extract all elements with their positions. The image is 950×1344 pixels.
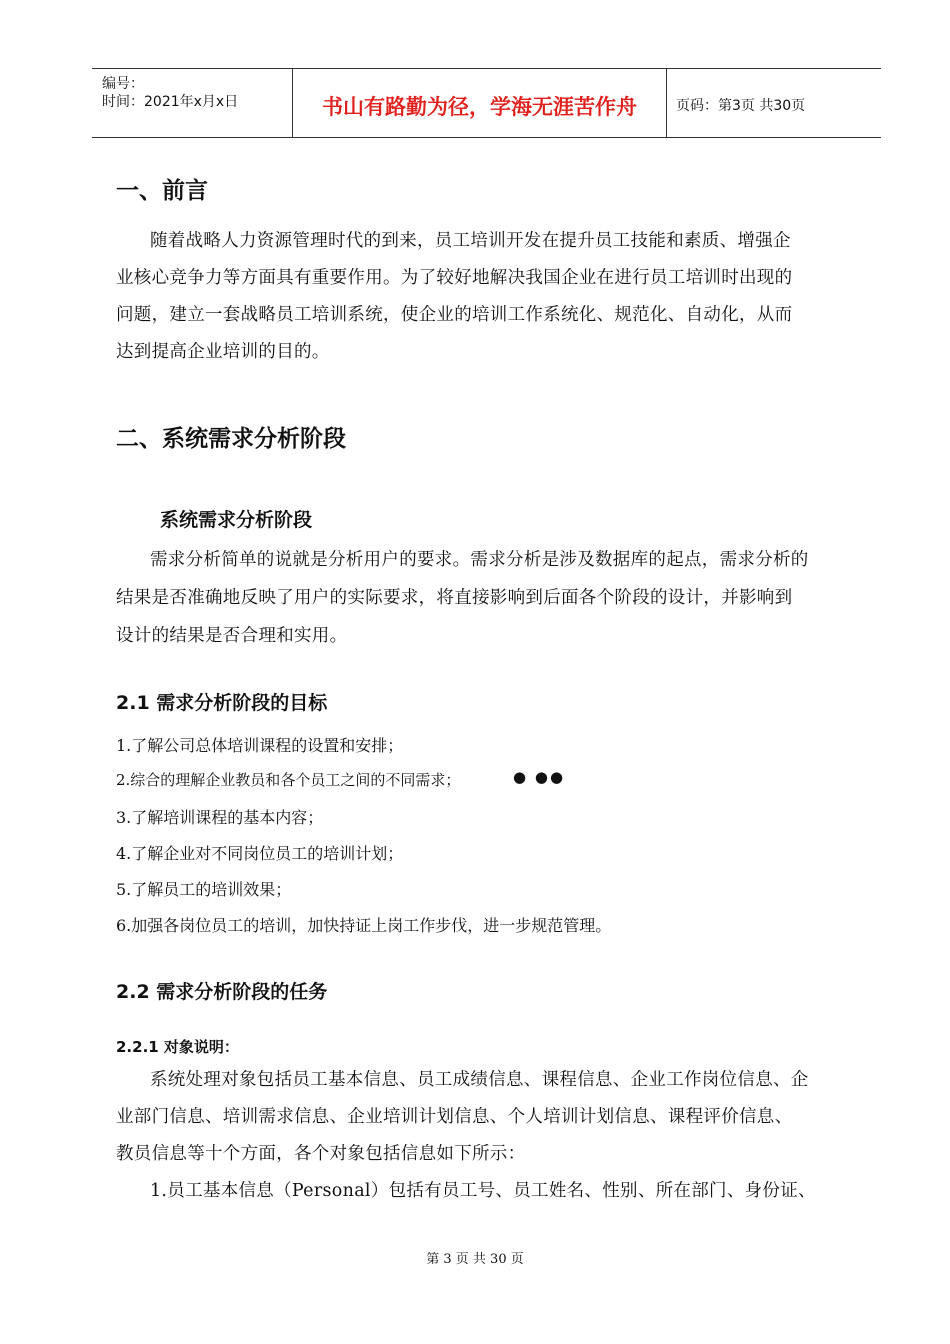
section-2-2-line: 业部门信息、培训需求信息、企业培训计划信息、个人培训计划信息、课程评价信息、 xyxy=(116,1107,793,1127)
bullet-dots: ● ●● xyxy=(513,768,566,786)
section-1-line: 达到提高企业培训的目的。 xyxy=(116,342,330,362)
header-motto-cell xyxy=(292,69,667,137)
section-2-2-1-subtitle: 2.2.1 对象说明： xyxy=(116,1038,239,1056)
header-number-label: 编号： xyxy=(102,76,144,92)
page-header xyxy=(92,68,881,138)
header-page-label: 页码：第3页 共30页 xyxy=(676,98,806,114)
section-1-line: 随着战略人力资源管理时代的到来，员工培训开发在提升员工技能和素质、增强企 xyxy=(150,231,791,251)
section-2-line: 需求分析简单的说就是分析用户的要求。需求分析是涉及数据库的起点，需求分析的 xyxy=(150,550,809,570)
section-1-title: 一、前言 xyxy=(116,178,208,204)
section-2-2-line: 系统处理对象包括员工基本信息、员工成绩信息、课程信息、企业工作岗位信息、企 xyxy=(150,1070,809,1090)
section-2-2-title: 2.2 需求分析阶段的任务 xyxy=(116,981,328,1003)
header-time-label: 时间：2021年x月x日 xyxy=(102,94,239,110)
goal-list-item: 1.了解公司总体培训课程的设置和安排； xyxy=(116,736,404,755)
goal-list-item: 6.加强各岗位员工的培训，加快持证上岗工作步伐，进一步规范管理。 xyxy=(116,916,612,935)
section-2-2-line: 1.员工基本信息（Personal）包括有员工号、员工姓名、性别、所在部门、身份证、 xyxy=(150,1181,816,1201)
header-motto: 书山有路勤为径，学海无涯苦作舟 xyxy=(322,95,637,119)
goal-list-item: 5.了解员工的培训效果； xyxy=(116,880,292,899)
section-2-2-line: 教员信息等十个方面，各个对象包括信息如下所示： xyxy=(116,1144,526,1164)
section-2-line: 结果是否准确地反映了用户的实际要求，将直接影响到后面各个阶段的设计，并影响到 xyxy=(116,588,793,608)
section-2-title: 二、系统需求分析阶段 xyxy=(116,426,346,452)
header-info-cell xyxy=(92,69,292,137)
header-page-cell xyxy=(666,69,881,137)
section-1-line: 问题，建立一套战略员工培训系统，使企业的培训工作系统化、规范化、自动化，从而 xyxy=(116,305,793,325)
goal-list-item: 2.综合的理解企业教员和各个员工之间的不同需求； xyxy=(116,771,461,789)
goal-list-item: 3.了解培训课程的基本内容； xyxy=(116,808,324,827)
goal-list-item: 4.了解企业对不同岗位员工的培训计划； xyxy=(116,844,404,863)
section-2-subtitle: 系统需求分析阶段 xyxy=(160,509,313,531)
section-2-line: 设计的结果是否合理和实用。 xyxy=(116,626,348,646)
page-footer: 第 3 页 共 30 页 xyxy=(426,1252,524,1267)
section-1-line: 业核心竞争力等方面具有重要作用。为了较好地解决我国企业在进行员工培训时出现的 xyxy=(116,268,793,288)
section-2-1-title: 2.1 需求分析阶段的目标 xyxy=(116,692,328,714)
